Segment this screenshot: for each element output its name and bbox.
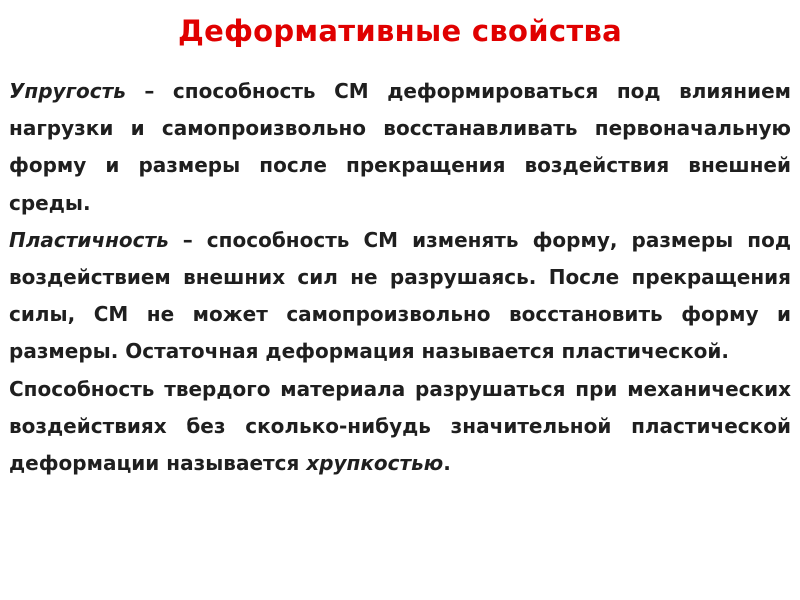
paragraph-brittleness (9, 371, 791, 483)
definition-brittleness: Способность твердого материала разрушаться при механических воздействиях без сколько-нибудь значительной пластической деформации называется (9, 376, 791, 476)
paragraph-plasticity (9, 222, 791, 371)
brittleness-period: . (443, 451, 451, 476)
paragraph-elasticity (9, 73, 791, 222)
definition-elasticity: – способность СМ деформироваться под влиянием нагрузки и самопроизвольно восстанавливать первоначальную форму и размеры после прекращения воздействия внешней среды. (9, 79, 791, 215)
term-elasticity: Упругость (9, 79, 126, 103)
term-plasticity: Пластичность (9, 227, 169, 252)
definition-plasticity: – способность СМ изменять форму, размеры под воздействием внешних сил не разрушаясь. После прекращения силы, СМ не может самопроизвольно восстановить форму и размеры. Остаточная деформация называется пластической. (9, 227, 791, 364)
term-brittleness: хрупкостью (306, 451, 444, 476)
slide-title: Деформативные свойства (177, 14, 623, 48)
slide-body (9, 73, 791, 482)
